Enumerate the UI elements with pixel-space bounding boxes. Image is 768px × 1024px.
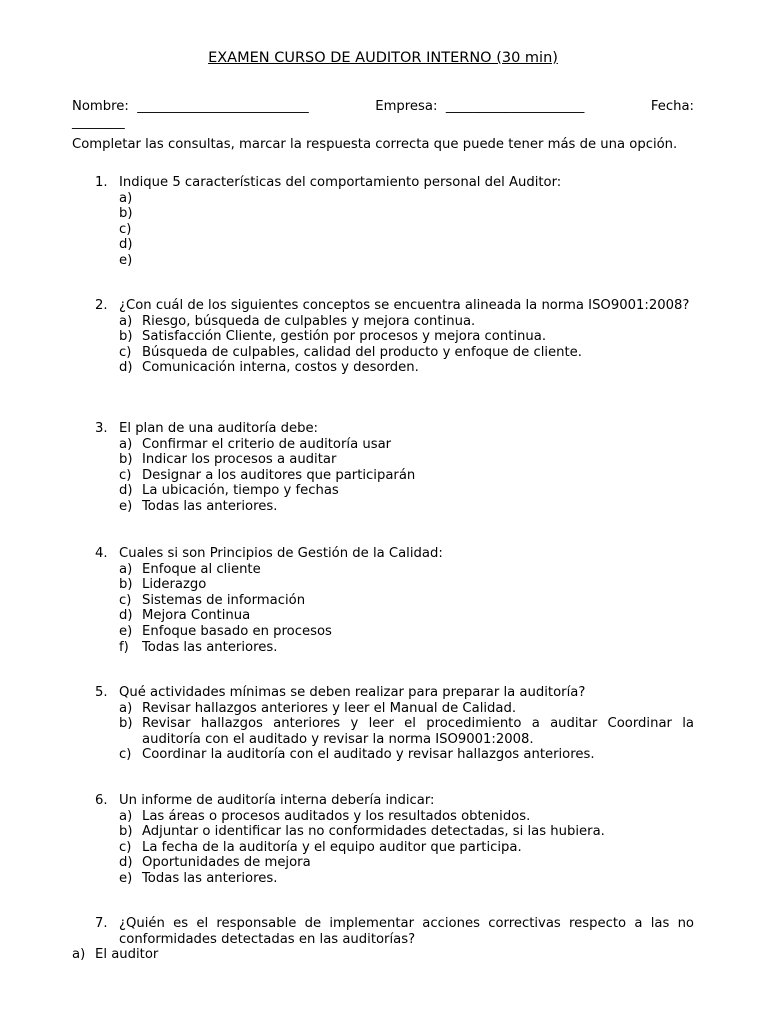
option: a) Enfoque al cliente xyxy=(119,561,261,577)
question-text: Indique 5 características del comportamiento personal del Auditor: xyxy=(119,175,562,190)
option: c) Búsqueda de culpables, calidad del producto y enfoque de cliente. xyxy=(119,344,582,360)
option: d) La ubicación, tiempo y fechas xyxy=(119,483,339,499)
option: a) El auditor xyxy=(72,947,159,963)
nombre-field: Nombre: __________________________ xyxy=(72,99,309,114)
option: d) Comunicación interna, costos y desorden. xyxy=(119,360,419,376)
question-5 xyxy=(95,685,694,763)
option: b) Indicar los procesos a auditar xyxy=(119,452,337,468)
option: a) Revisar hallazgos anteriores y leer el Manual de Calidad. xyxy=(119,700,517,716)
option: d) Oportunidades de mejora xyxy=(119,855,311,871)
fecha-blank: ________ xyxy=(72,115,125,130)
question-3 xyxy=(95,421,694,515)
question-1 xyxy=(95,175,694,269)
option: c) Designar a los auditores que participarán xyxy=(119,467,416,483)
option: b) Satisfacción Cliente, gestión por procesos y mejora continua. xyxy=(119,329,547,345)
question-number: 1. xyxy=(95,175,108,190)
header-fields xyxy=(72,99,694,115)
question-2 xyxy=(95,298,694,376)
option: e) Todas las anteriores. xyxy=(119,498,278,514)
question-text: Qué actividades mínimas se deben realizar para preparar la auditoría? xyxy=(119,685,586,700)
option: a) Confirmar el criterio de auditoría usar xyxy=(119,436,392,452)
option: a) Riesgo, búsqueda de culpables y mejora continua. xyxy=(119,313,476,329)
question-7 xyxy=(72,916,694,963)
question-6 xyxy=(95,793,694,887)
empresa-field: Empresa: _____________________ xyxy=(375,99,585,114)
question-4 xyxy=(95,546,694,655)
instructions: Completar las consultas, marcar la respuesta correcta que puede tener más de una opción. xyxy=(72,137,678,152)
option: e) xyxy=(119,252,133,268)
option: b) Revisar hallazgos anteriores y leer el procedimiento a auditar Coordinar la auditoría con el auditado y revisar la norma ISO9001:2008. xyxy=(119,716,694,747)
option: a) xyxy=(119,190,133,206)
question-text: ¿Con cuál de los siguientes conceptos se encuentra alineada la norma ISO9001:2008? xyxy=(119,298,690,313)
fecha-label: Fecha: xyxy=(650,99,694,114)
option: c) xyxy=(119,221,132,237)
option: d) Mejora Continua xyxy=(119,608,251,624)
option: b) Adjuntar o identificar las no conformidades detectadas, si las hubiera. xyxy=(119,824,605,840)
option: c) La fecha de la auditoría y el equipo auditor que participa. xyxy=(119,839,522,855)
question-text: ¿Quién es el responsable de implementar acciones correctivas respecto a las no conformidades detectadas en las auditorías? xyxy=(119,916,694,947)
question-text: Cuales si son Principios de Gestión de la Calidad: xyxy=(119,546,443,561)
option: c) Sistemas de información xyxy=(119,592,306,608)
question-number: 5. xyxy=(95,685,108,700)
question-number: 6. xyxy=(95,793,108,808)
question-number: 3. xyxy=(95,421,108,436)
option: a) Las áreas o procesos auditados y los resultados obtenidos. xyxy=(119,808,531,824)
option: d) xyxy=(119,237,133,253)
question-text: Un informe de auditoría interna debería indicar: xyxy=(119,793,435,808)
question-number: 4. xyxy=(95,546,108,561)
question-number: 2. xyxy=(95,298,108,313)
option: b) Liderazgo xyxy=(119,577,207,593)
option: e) Todas las anteriores. xyxy=(119,870,278,886)
option: e) Enfoque basado en procesos xyxy=(119,623,332,639)
question-text: El plan de una auditoría debe: xyxy=(119,421,319,436)
question-number: 7. xyxy=(95,916,108,931)
option: c) Coordinar la auditoría con el auditado y revisar hallazgos anteriores. xyxy=(119,747,595,763)
option: b) xyxy=(119,206,133,222)
option: f) Todas las anteriores. xyxy=(119,639,278,655)
exam-title: EXAMEN CURSO DE AUDITOR INTERNO (30 min) xyxy=(208,50,558,66)
